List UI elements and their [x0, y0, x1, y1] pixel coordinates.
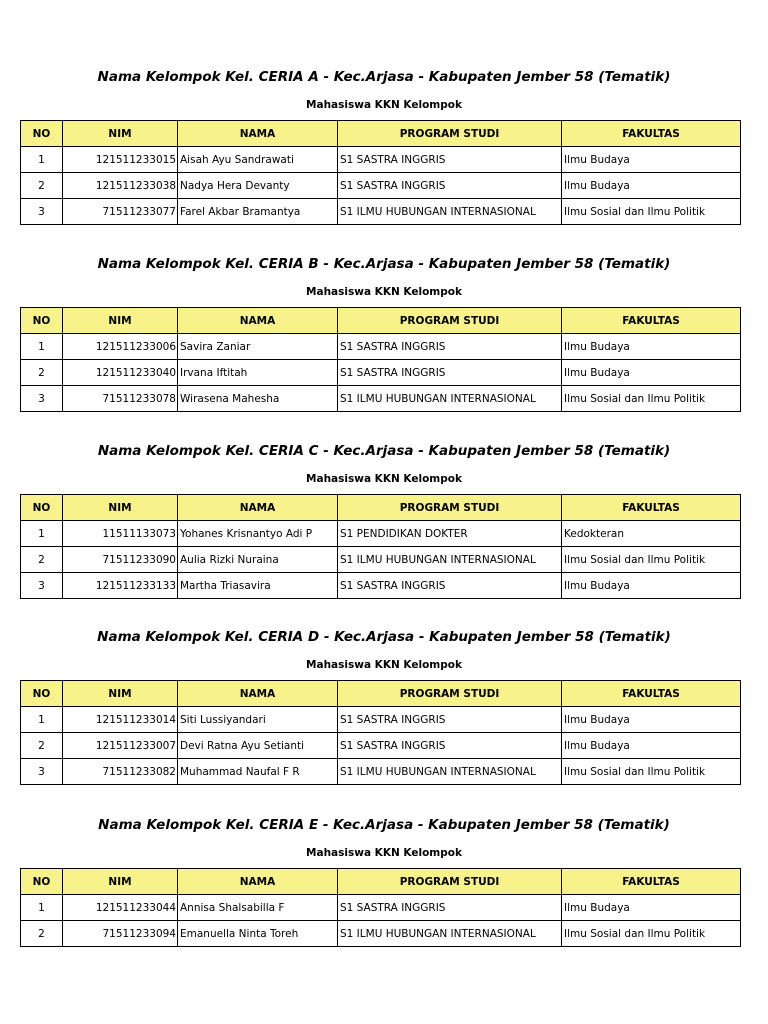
cell-nim: 121511233015 [63, 147, 178, 173]
cell-program-studi: S1 SASTRA INGGRIS [338, 895, 562, 921]
header-fakultas: FAKULTAS [562, 495, 741, 521]
table-row [21, 386, 741, 412]
table-row [21, 707, 741, 733]
cell-fakultas: Ilmu Budaya [562, 334, 741, 360]
header-fakultas: FAKULTAS [562, 121, 741, 147]
group-subtitle: Mahasiswa KKN Kelompok [306, 286, 462, 298]
cell-no: 1 [21, 895, 63, 921]
cell-no: 2 [21, 173, 63, 199]
header-nama: NAMA [178, 869, 338, 895]
header-no: NO [21, 495, 63, 521]
cell-no: 3 [21, 573, 63, 599]
table-row [21, 921, 741, 947]
cell-program-studi: S1 PENDIDIKAN DOKTER [338, 521, 562, 547]
cell-nim: 71511233077 [63, 199, 178, 225]
header-nim: NIM [63, 308, 178, 334]
cell-nama: Savira Zaniar [178, 334, 338, 360]
table-row [21, 199, 741, 225]
header-nim: NIM [63, 681, 178, 707]
table-row [21, 733, 741, 759]
header-nim: NIM [63, 121, 178, 147]
group-title: Nama Kelompok Kel. CERIA E - Kec.Arjasa - Kabupaten Jember 58 (Tematik) [98, 817, 670, 833]
cell-nama: Aulia Rizki Nuraina [178, 547, 338, 573]
cell-nama: Farel Akbar Bramantya [178, 199, 338, 225]
header-fakultas: FAKULTAS [562, 308, 741, 334]
cell-program-studi: S1 SASTRA INGGRIS [338, 360, 562, 386]
header-program-studi: PROGRAM STUDI [338, 681, 562, 707]
header-fakultas: FAKULTAS [562, 681, 741, 707]
header-no: NO [21, 869, 63, 895]
cell-program-studi: S1 SASTRA INGGRIS [338, 573, 562, 599]
header-nim: NIM [63, 869, 178, 895]
cell-fakultas: Ilmu Budaya [562, 733, 741, 759]
table-row [21, 573, 741, 599]
member-table [20, 120, 741, 225]
group-subtitle: Mahasiswa KKN Kelompok [306, 99, 462, 111]
cell-no: 1 [21, 707, 63, 733]
cell-nama: Emanuella Ninta Toreh [178, 921, 338, 947]
cell-program-studi: S1 ILMU HUBUNGAN INTERNASIONAL [338, 199, 562, 225]
table-row [21, 547, 741, 573]
table-row [21, 334, 741, 360]
header-nama: NAMA [178, 681, 338, 707]
cell-nama: Muhammad Naufal F R [178, 759, 338, 785]
cell-nama: Aisah Ayu Sandrawati [178, 147, 338, 173]
cell-nama: Devi Ratna Ayu Setianti [178, 733, 338, 759]
table-header-row [21, 308, 741, 334]
cell-nama: Annisa Shalsabilla F [178, 895, 338, 921]
header-no: NO [21, 121, 63, 147]
cell-nim: 71511233082 [63, 759, 178, 785]
group-subtitle: Mahasiswa KKN Kelompok [306, 659, 462, 671]
group-title: Nama Kelompok Kel. CERIA D - Kec.Arjasa - Kabupaten Jember 58 (Tematik) [97, 629, 671, 645]
cell-no: 2 [21, 360, 63, 386]
table-row [21, 759, 741, 785]
cell-nama: Nadya Hera Devanty [178, 173, 338, 199]
table-header-row [21, 681, 741, 707]
cell-no: 1 [21, 521, 63, 547]
cell-fakultas: Ilmu Sosial dan Ilmu Politik [562, 386, 741, 412]
cell-no: 3 [21, 759, 63, 785]
cell-no: 2 [21, 547, 63, 573]
cell-nim: 121511233133 [63, 573, 178, 599]
cell-program-studi: S1 SASTRA INGGRIS [338, 147, 562, 173]
member-table [20, 494, 741, 599]
cell-nim: 71511233078 [63, 386, 178, 412]
cell-fakultas: Ilmu Budaya [562, 573, 741, 599]
table-row [21, 147, 741, 173]
cell-no: 1 [21, 147, 63, 173]
cell-nim: 121511233014 [63, 707, 178, 733]
cell-nama: Wirasena Mahesha [178, 386, 338, 412]
cell-no: 3 [21, 386, 63, 412]
header-nama: NAMA [178, 121, 338, 147]
cell-nim: 121511233007 [63, 733, 178, 759]
header-program-studi: PROGRAM STUDI [338, 495, 562, 521]
cell-no: 2 [21, 921, 63, 947]
cell-fakultas: Ilmu Sosial dan Ilmu Politik [562, 547, 741, 573]
cell-program-studi: S1 ILMU HUBUNGAN INTERNASIONAL [338, 547, 562, 573]
group-subtitle: Mahasiswa KKN Kelompok [306, 847, 462, 859]
header-no: NO [21, 308, 63, 334]
table-row [21, 173, 741, 199]
cell-nama: Yohanes Krisnantyo Adi P [178, 521, 338, 547]
group-subtitle: Mahasiswa KKN Kelompok [306, 473, 462, 485]
group-title: Nama Kelompok Kel. CERIA B - Kec.Arjasa - Kabupaten Jember 58 (Tematik) [97, 256, 671, 272]
cell-nim: 121511233038 [63, 173, 178, 199]
group-title: Nama Kelompok Kel. CERIA A - Kec.Arjasa - Kabupaten Jember 58 (Tematik) [97, 69, 671, 85]
cell-fakultas: Kedokteran [562, 521, 741, 547]
cell-nama: Siti Lussiyandari [178, 707, 338, 733]
cell-no: 1 [21, 334, 63, 360]
header-program-studi: PROGRAM STUDI [338, 308, 562, 334]
table-row [21, 895, 741, 921]
header-no: NO [21, 681, 63, 707]
cell-fakultas: Ilmu Sosial dan Ilmu Politik [562, 759, 741, 785]
cell-fakultas: Ilmu Budaya [562, 707, 741, 733]
table-row [21, 360, 741, 386]
cell-program-studi: S1 ILMU HUBUNGAN INTERNASIONAL [338, 386, 562, 412]
cell-program-studi: S1 SASTRA INGGRIS [338, 334, 562, 360]
table-header-row [21, 495, 741, 521]
table-header-row [21, 869, 741, 895]
cell-program-studi: S1 SASTRA INGGRIS [338, 707, 562, 733]
cell-nim: 71511233090 [63, 547, 178, 573]
table-header-row [21, 121, 741, 147]
cell-nama: Irvana Iftitah [178, 360, 338, 386]
cell-fakultas: Ilmu Budaya [562, 147, 741, 173]
header-nama: NAMA [178, 308, 338, 334]
header-nim: NIM [63, 495, 178, 521]
cell-nim: 121511233044 [63, 895, 178, 921]
cell-nim: 121511233040 [63, 360, 178, 386]
member-table [20, 307, 741, 412]
cell-no: 3 [21, 199, 63, 225]
cell-fakultas: Ilmu Sosial dan Ilmu Politik [562, 199, 741, 225]
cell-program-studi: S1 SASTRA INGGRIS [338, 733, 562, 759]
table-row [21, 521, 741, 547]
cell-fakultas: Ilmu Budaya [562, 360, 741, 386]
member-table [20, 680, 741, 785]
cell-nama: Martha Triasavira [178, 573, 338, 599]
cell-no: 2 [21, 733, 63, 759]
header-fakultas: FAKULTAS [562, 869, 741, 895]
member-table [20, 868, 741, 947]
cell-program-studi: S1 ILMU HUBUNGAN INTERNASIONAL [338, 759, 562, 785]
cell-program-studi: S1 SASTRA INGGRIS [338, 173, 562, 199]
header-program-studi: PROGRAM STUDI [338, 121, 562, 147]
cell-nim: 71511233094 [63, 921, 178, 947]
cell-fakultas: Ilmu Budaya [562, 895, 741, 921]
header-program-studi: PROGRAM STUDI [338, 869, 562, 895]
group-title: Nama Kelompok Kel. CERIA C - Kec.Arjasa - Kabupaten Jember 58 (Tematik) [97, 443, 671, 459]
cell-program-studi: S1 ILMU HUBUNGAN INTERNASIONAL [338, 921, 562, 947]
cell-fakultas: Ilmu Sosial dan Ilmu Politik [562, 921, 741, 947]
cell-nim: 121511233006 [63, 334, 178, 360]
cell-fakultas: Ilmu Budaya [562, 173, 741, 199]
cell-nim: 11511133073 [63, 521, 178, 547]
header-nama: NAMA [178, 495, 338, 521]
